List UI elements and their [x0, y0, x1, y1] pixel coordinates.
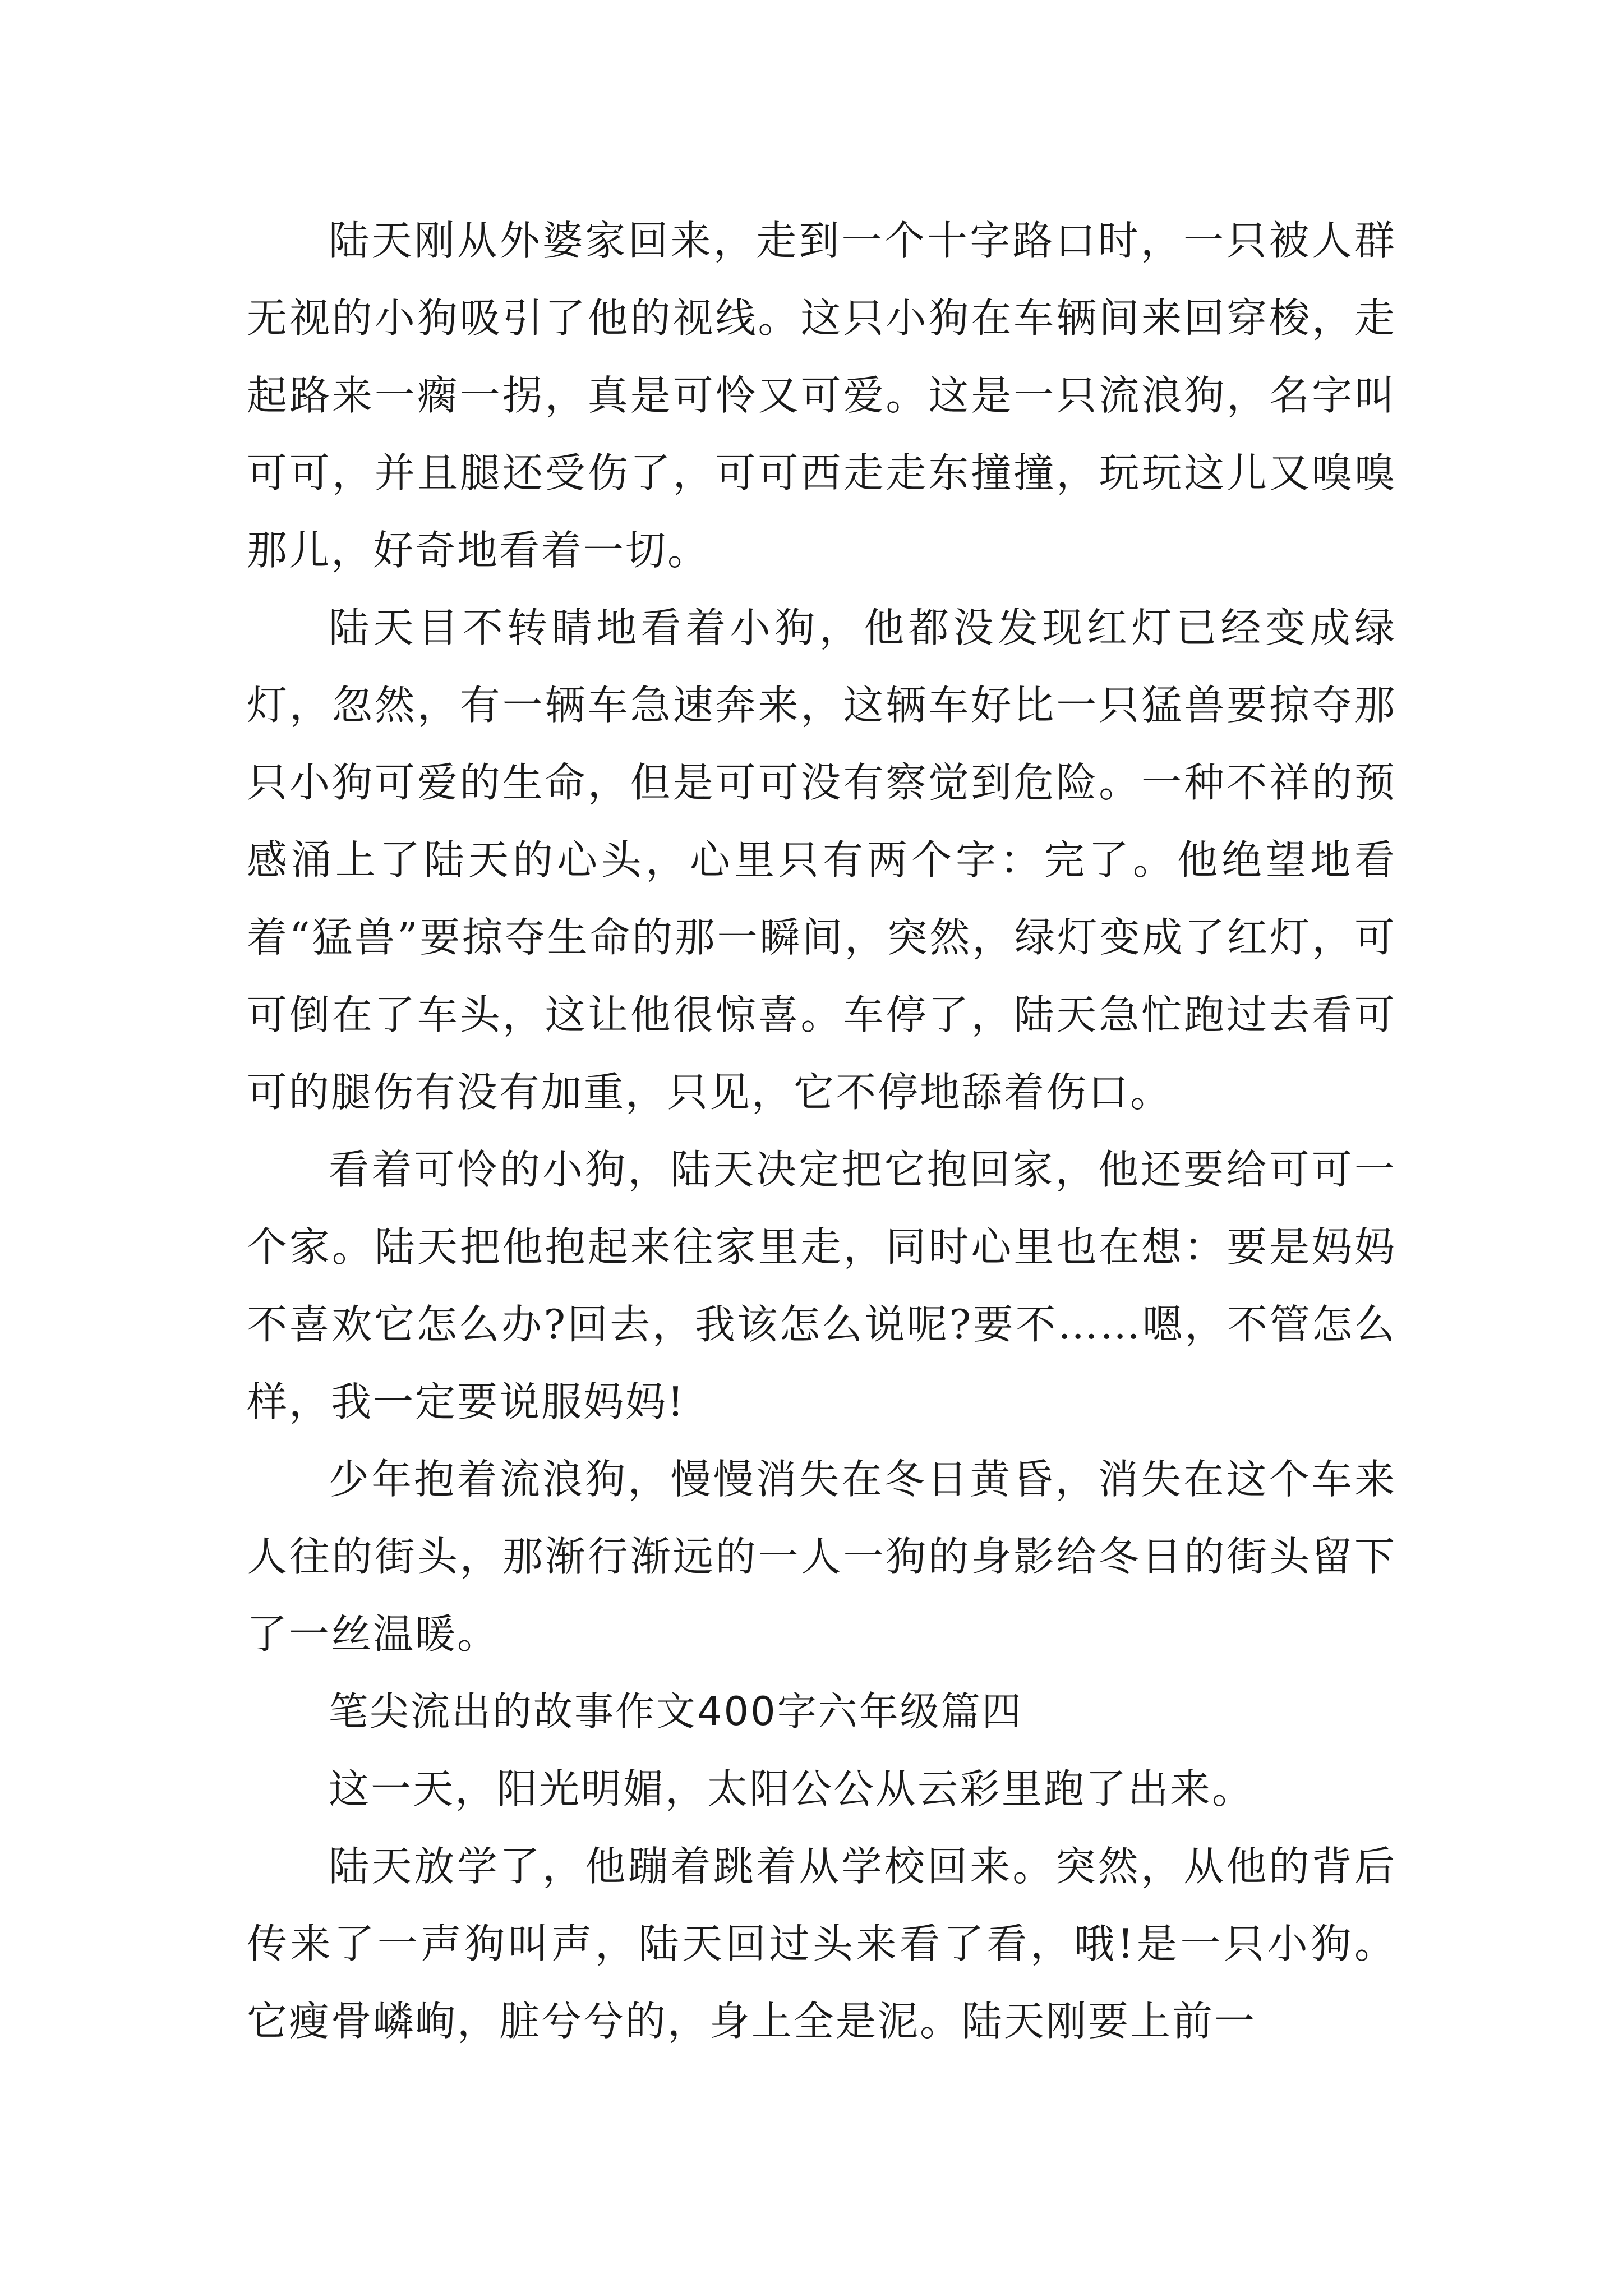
paragraph: 陆天放学了，他蹦着跳着从学校回来。突然，从他的背后传来了一声狗叫声，陆天回过头来看了看，哦!是一只小狗。它瘦骨嶙峋，脏兮兮的，身上全是泥。陆天刚要上前一	[247, 1843, 1396, 2045]
paragraph: 陆天刚从外婆家回来，走到一个十字路口时，一只被人群无视的小狗吸引了他的视线。这只小狗在车辆间来回穿梭，走起路来一瘸一拐，真是可怜又可爱。这是一只流浪狗，名字叫可可，并且腿还受伤了，可可西走走东撞撞，玩玩这儿又嗅嗅那儿，好奇地看着一切。	[247, 217, 1396, 574]
paragraph: 这一天，阳光明媚，太阳公公从云彩里跑了出来。	[329, 1765, 1255, 1812]
paragraph: 看着可怜的小狗，陆天决定把它抱回家，他还要给可可一个家。陆天把他抱起来往家里走，同时心里也在想：要是妈妈不喜欢它怎么办?回去，我该怎么说呢?要不……嗯，不管怎么样，我一定要说服妈妈!	[247, 1146, 1396, 1425]
paragraph: 少年抱着流浪狗，慢慢消失在冬日黄昏，消失在这个车来人往的街头，那渐行渐远的一人一狗的身影给冬日的街头留下了一丝温暖。	[247, 1456, 1396, 1658]
section-heading: 笔尖流出的故事作文400字六年级篇四	[329, 1688, 1023, 1734]
paragraph: 陆天目不转睛地看着小狗，他都没发现红灯已经变成绿灯，忽然，有一辆车急速奔来，这辆车好比一只猛兽要掠夺那只小狗可爱的生命，但是可可没有察觉到危险。一种不祥的预感涌上了陆天的心头，心里只有两个字：完了。他绝望地看着“猛兽”要掠夺生命的那一瞬间，突然，绿灯变成了红灯，可可倒在了车头，这让他很惊喜。车停了，陆天急忙跑过去看可可的腿伤有没有加重，只见，它不停地舔着伤口。	[247, 604, 1396, 1116]
document-body	[247, 202, 1396, 2060]
